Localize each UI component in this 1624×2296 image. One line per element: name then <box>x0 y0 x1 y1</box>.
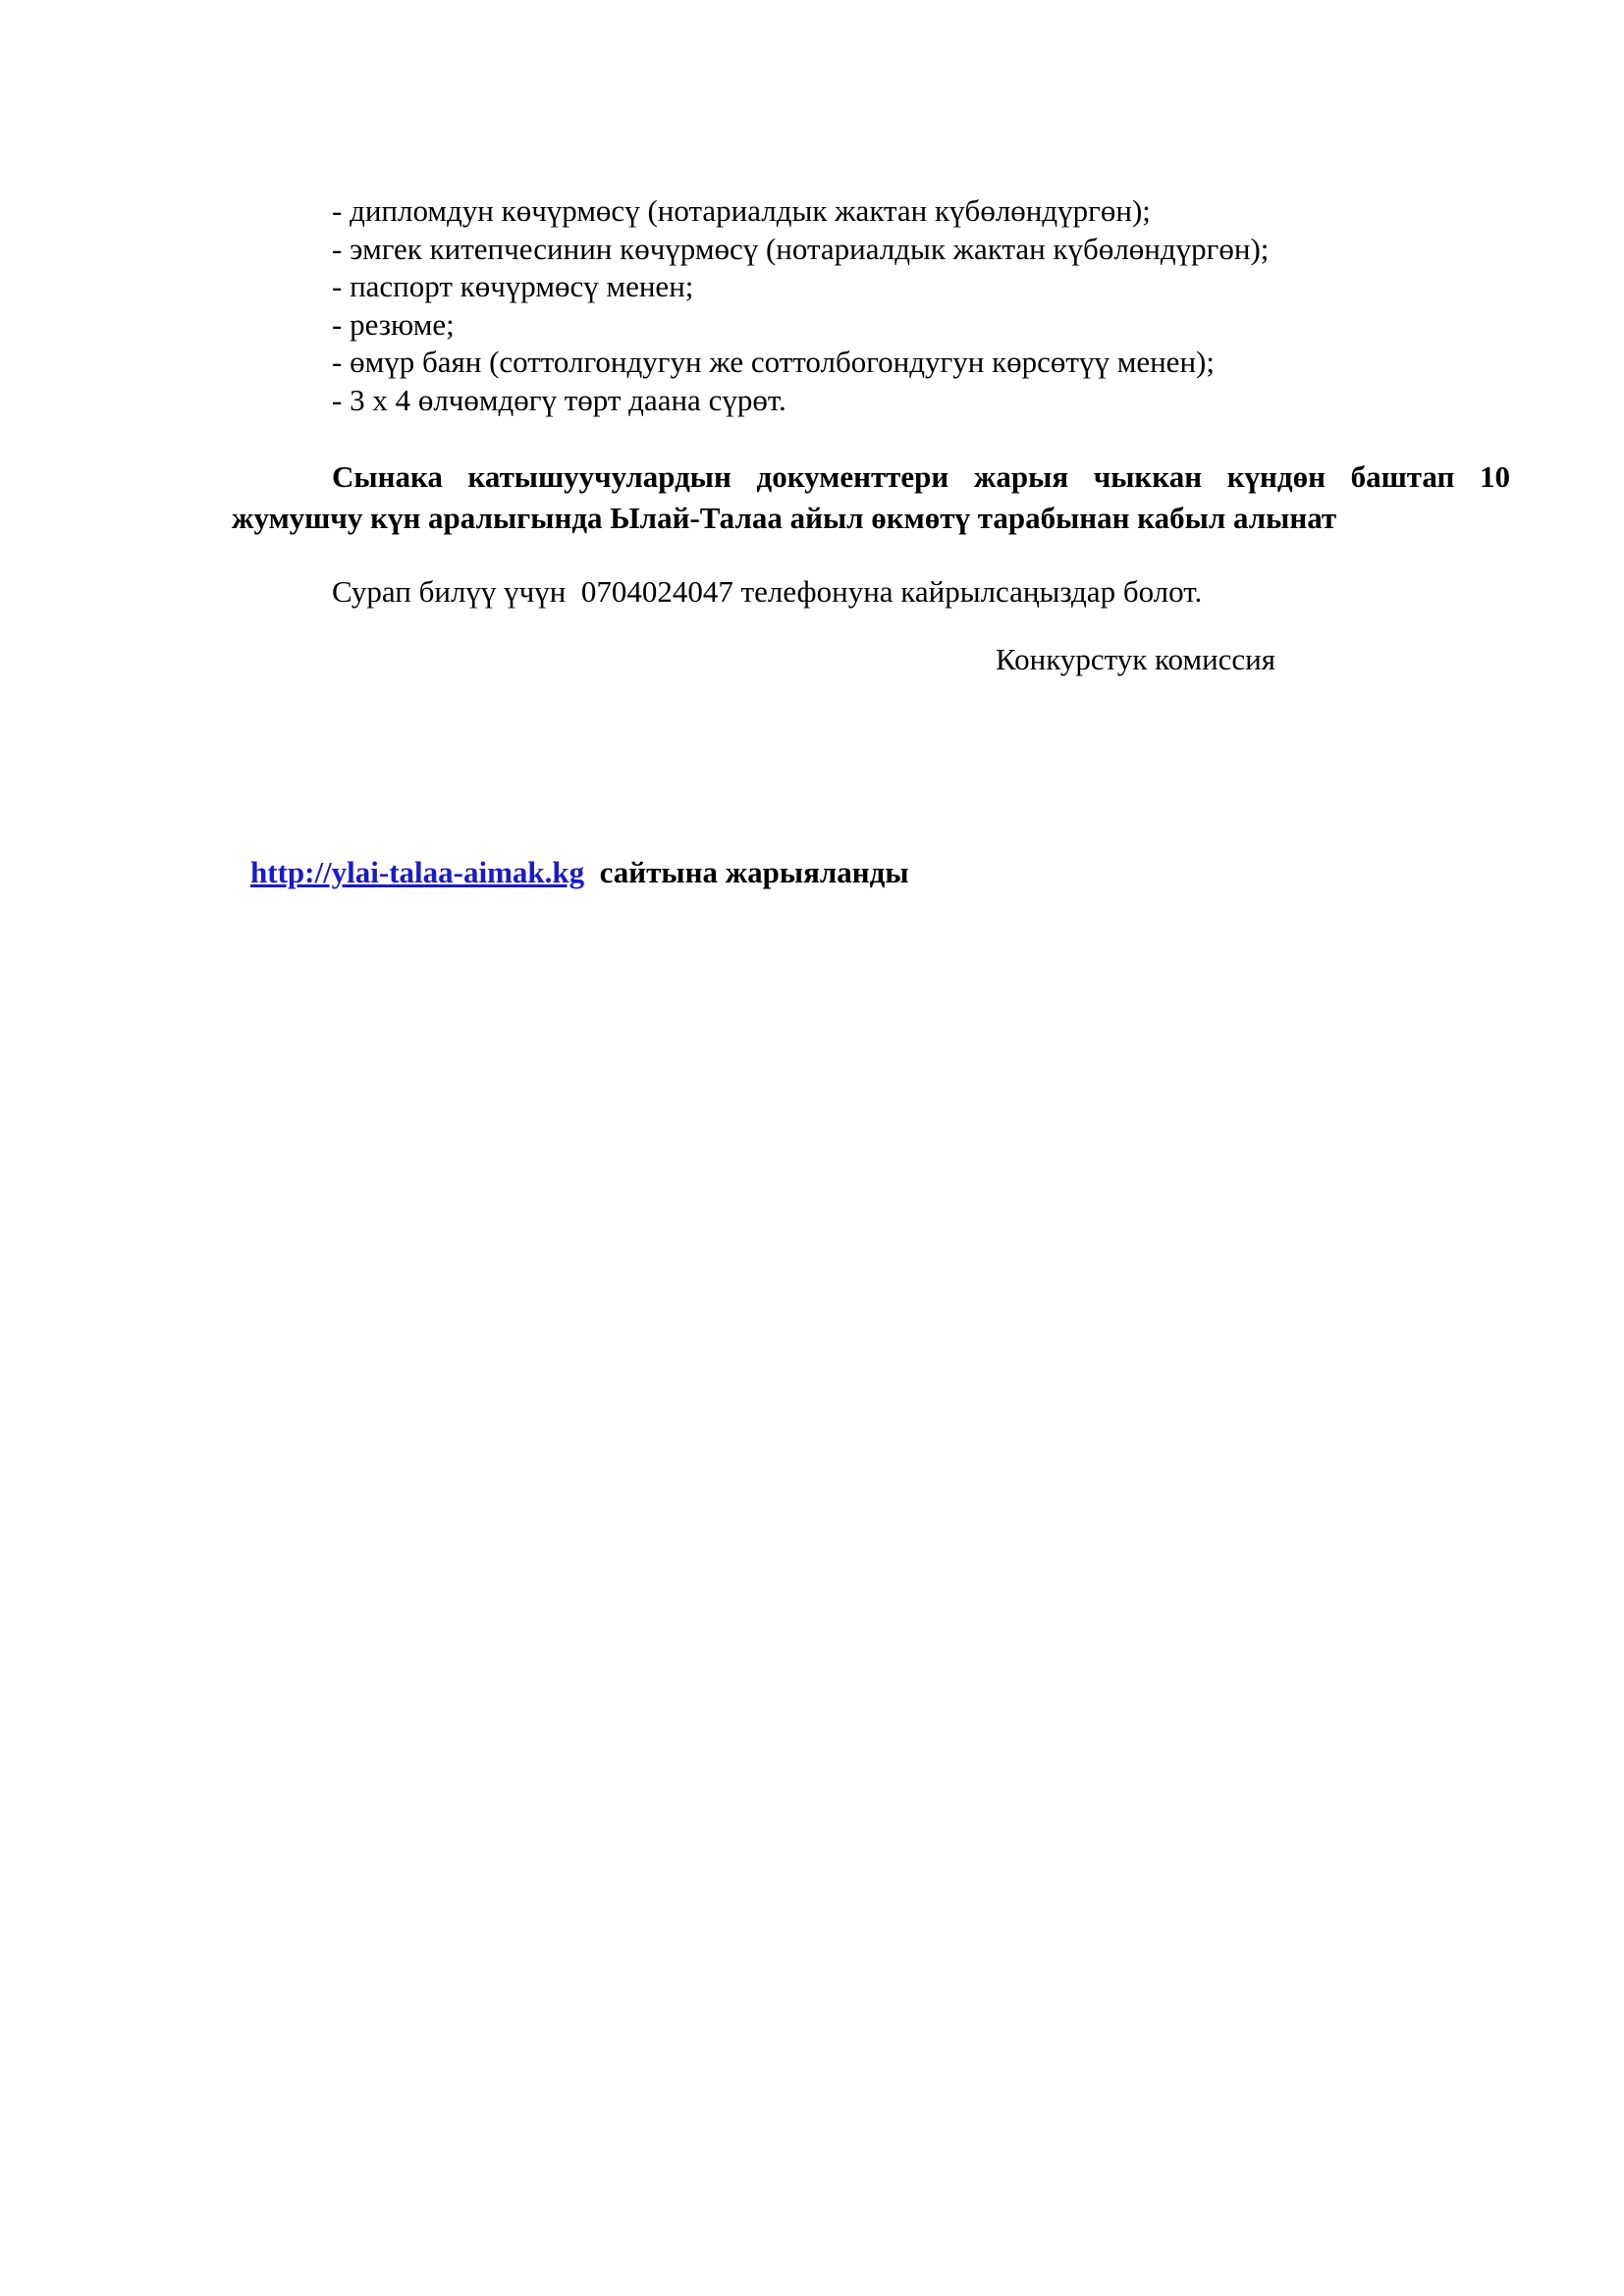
website-link[interactable]: http://ylai-talaa-aimak.kg <box>250 855 585 889</box>
list-item: - эмгек китепчесинин көчүрмөсү (нотариалдык жактан күбөлөндүргөн); <box>332 231 1270 266</box>
published-note <box>250 853 909 892</box>
required-documents-list <box>332 192 1510 419</box>
published-suffix: сайтына жарыяланды <box>584 855 909 889</box>
contact-info: Сурап билүү үчүн 0704024047 телефонуна кайрылсаңыздар болот. <box>332 574 1203 609</box>
signature: Конкурстук комиссия <box>996 642 1276 676</box>
submission-notice: Сынака катышуучулардын документтери жарыя чыккан күндөн баштап 10 жумушчу күн аралыгында Ылай-Талаа айыл өкмөтү тарабынан кабыл алынат <box>232 459 1510 535</box>
list-item: - өмүр баян (соттолгондугун же соттолбогондугун көрсөтүү менен); <box>332 345 1215 379</box>
list-item: - резюме; <box>332 306 455 342</box>
list-item: - 3 х 4 өлчөмдөгү төрт даана сүрөт. <box>332 382 786 417</box>
list-item: - паспорт көчүрмөсү менен; <box>332 269 694 303</box>
list-item: - дипломдун көчүрмөсү (нотариалдык жактан күбөлөндүргөн); <box>332 193 1151 228</box>
